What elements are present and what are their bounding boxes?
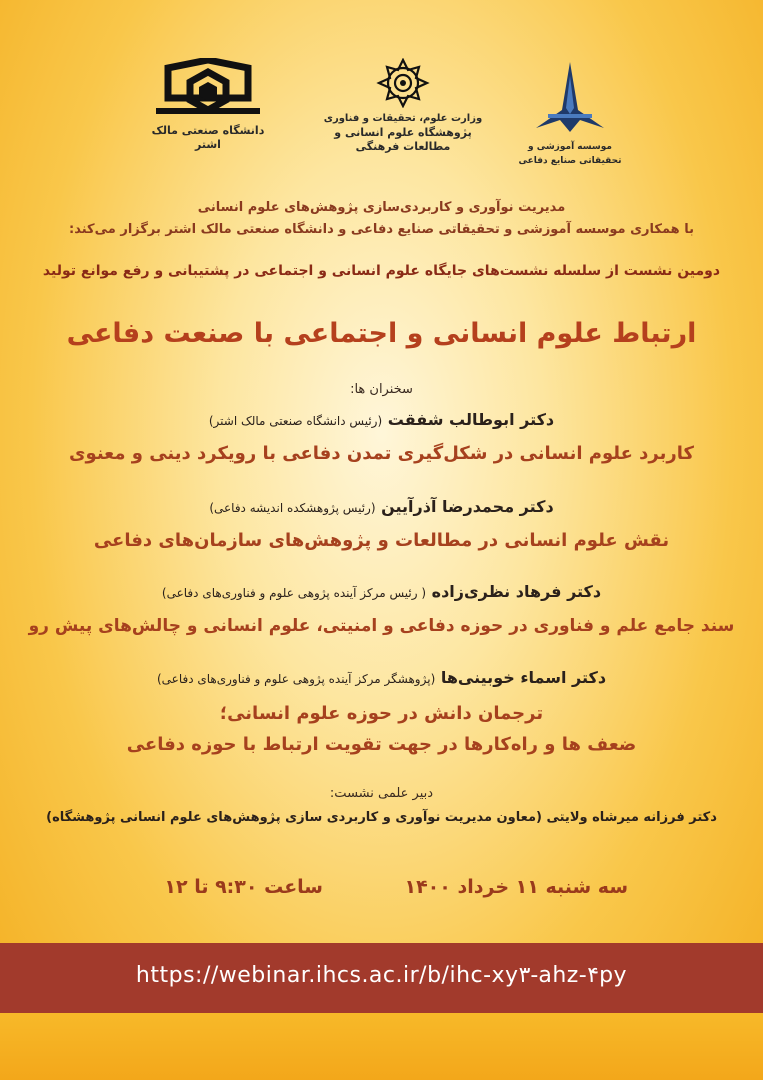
malek-ashtar-text: دانشگاه صنعتی مالک اشتر	[151, 124, 265, 151]
speaker-4	[20, 668, 743, 687]
speaker-2-topic: نقش علوم انسانی در مطالعات و پژوهش‌های سازمان‌های دفاعی	[93, 530, 670, 551]
speaker-name: دکتر محمدرضا آذرآیین	[381, 497, 554, 516]
event-title: ارتباط علوم انسانی و اجتماعی با صنعت دفاعی	[66, 318, 697, 349]
tower-emblem-icon	[530, 58, 610, 136]
event-date: سه شنبه ۱۱ خرداد ۱۴۰۰	[404, 876, 628, 898]
ihcs-logo	[318, 58, 488, 154]
malek-ashtar-logo	[138, 58, 278, 152]
defense-institute-logo	[515, 58, 625, 168]
organizer-line: مدیریت نوآوری و کاربردی‌سازی پژوهش‌های علوم انسانی	[197, 200, 566, 215]
speaker-name: دکتر فرهاد نظری‌زاده	[431, 582, 602, 601]
speaker-role: (رئیس دانشگاه صنعتی مالک اشتر)	[208, 414, 383, 428]
event-time: ساعت ۹:۳۰ تا ۱۲	[164, 876, 323, 898]
speaker-3-topic: سند جامع علم و فناوری در حوزه دفاعی و امنیتی، علوم انسانی و چالش‌های پیش رو	[28, 616, 735, 636]
speaker-name: دکتر اسماء خوبینی‌ها	[440, 668, 607, 687]
speaker-4-topic-line2: ضعف ها و راه‌کارها در جهت تقویت ارتباط با حوزه دفاعی	[126, 734, 637, 755]
webinar-link-bar	[0, 943, 763, 1013]
rosette-emblem-icon	[375, 58, 431, 108]
series-line: دومین نشست از سلسله نشست‌های جایگاه علوم انسانی و اجتماعی در پشتیبانی و رفع موانع تولید	[42, 263, 721, 279]
secretary-name: دکتر فرزانه میرشاه ولایتی (معاون مدیریت نوآوری و کاربردی سازی پژوهش‌های علوم انسانی پژوهشگاه)	[46, 810, 717, 825]
hexagon-emblem-icon	[148, 58, 268, 120]
speaker-3	[20, 582, 743, 601]
speakers-label: سخنران ها:	[350, 382, 413, 397]
speaker-role: (رئیس پژوهشکده اندیشه دفاعی)	[209, 501, 376, 515]
speaker-1-topic: کاربرد علوم انسانی در شکل‌گیری تمدن دفاعی با رویکرد دینی و معنوی	[69, 443, 694, 464]
secretary-label: دبیر علمی نشست:	[329, 786, 434, 801]
webinar-link[interactable]: https://webinar.ihcs.ac.ir/b/ihc-xy۳-ahz-۴py	[135, 963, 628, 988]
ministry-text: وزارت علوم، تحقیقات و فناوری	[323, 113, 483, 124]
speaker-role: (پژوهشگر مرکز آینده پژوهی علوم و فناوری‌های دفاعی)	[156, 672, 436, 686]
logos-row	[0, 58, 763, 178]
speaker-4-topic: ترجمان دانش در حوزه علوم انسانی؛	[219, 703, 544, 724]
defense-institute-text: موسسه آموزشی و تحقیقاتی صنایع دفاعی	[518, 142, 622, 166]
footer-strip	[0, 1013, 763, 1080]
speaker-1	[20, 410, 743, 429]
speaker-name: دکتر ابوطالب شفقت	[387, 410, 555, 429]
ihcs-name-text: پژوهشگاه علوم انسانی و مطالعات فرهنگی	[334, 126, 472, 153]
schedule-row	[0, 876, 763, 906]
collaboration-line: با همکاری موسسه آموزشی و تحقیقاتی صنایع دفاعی و دانشگاه صنعتی مالک اشتر برگزار می‌کند:	[69, 222, 694, 237]
speaker-2	[20, 497, 743, 516]
speaker-role: ( رئیس مرکز آینده پژوهی علوم و فناوری‌های دفاعی)	[161, 586, 427, 600]
